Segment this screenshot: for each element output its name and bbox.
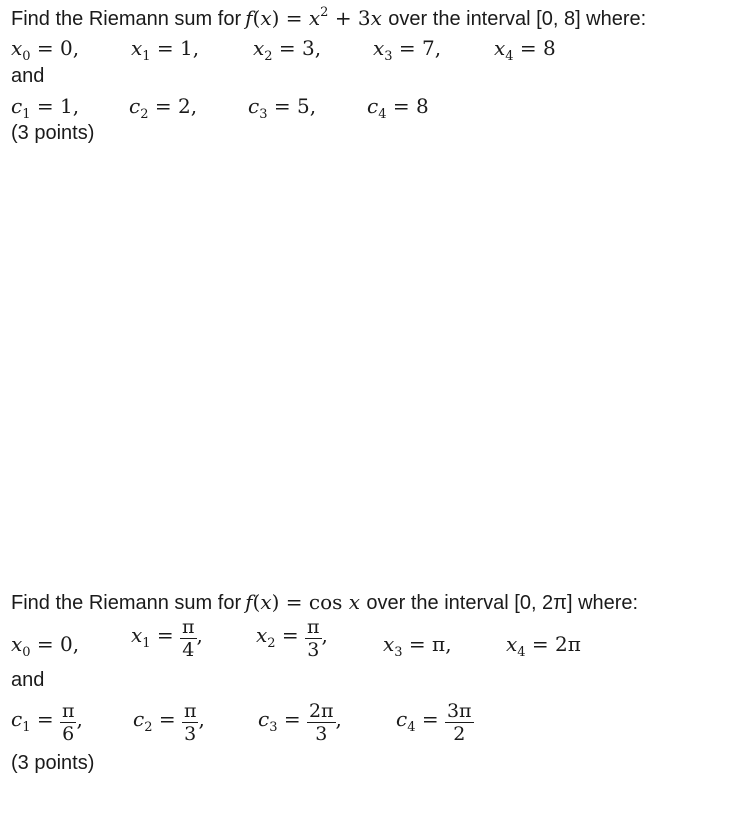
problem-2-c2: $c_2$ = $\frac{\pi}{3}$ , [133, 700, 205, 745]
problem-2-intro: Find the Riemann sum for [11, 592, 242, 614]
problem-1-c3: $c_3 = 5$, [248, 94, 317, 122]
problem-2-x2: $x_2$ = $\frac{\pi}{3}$ , [256, 616, 328, 661]
problem-2-x1: $x_1$ = $\frac{\pi}{4}$ , [131, 616, 203, 661]
problem-1-interval: over the interval [0, 8] where: [388, 8, 647, 30]
fraction: $\frac{\pi}{4}$ [182, 616, 195, 661]
problem-2-c3: $c_3$ = $\frac{2\pi}{3}$ , [258, 700, 342, 745]
problem-1-x0: $x_0 = 0$, [11, 36, 80, 64]
problem-2-points: (3 points) [11, 752, 95, 774]
problem-2-x3: $x_3 = \pi$, [383, 632, 452, 660]
problem-2-function: f(x) = cos x [245, 590, 361, 614]
problem-1-points: (3 points) [11, 122, 95, 144]
problem-2-c1: $c_1$ = $\frac{\pi}{6}$ , [11, 700, 83, 745]
problem-2-x0: $x_0 = 0$, [11, 632, 80, 660]
problem-2-c4: $c_4$ = $\frac{3\pi}{2}$ [396, 700, 472, 745]
fraction: $\frac{2\pi}{3}$ [308, 700, 334, 745]
fraction: $\frac{3\pi}{2}$ [446, 700, 472, 745]
problem-2-statement [11, 590, 638, 615]
problem-1-x3: $x_3 = 7$, [373, 36, 442, 64]
problem-2-interval: over the interval [0, 2π] where: [366, 592, 639, 614]
problem-1-x4: $x_4 = 8$ [494, 36, 556, 64]
problem-2-and: and [11, 669, 45, 691]
problem-1-c4: $c_4 = 8$ [367, 94, 429, 122]
problem-1-statement [11, 6, 646, 31]
problem-1-x2: $x_2 = 3$, [253, 36, 322, 64]
problem-1-c2: $c_2 = 2$, [129, 94, 198, 122]
fraction: $\frac{\pi}{3}$ [307, 616, 320, 661]
fraction: $\frac{\pi}{3}$ [183, 700, 197, 745]
problem-1-and: and [11, 65, 45, 87]
problem-2-x4: $x_4 = 2\pi$ [506, 632, 581, 660]
problem-1-function: $f(x) = x^2 + 3x$ [245, 5, 382, 30]
problem-1-c1: $c_1 = 1$, [11, 94, 80, 122]
fraction: $\frac{\pi}{6}$ [61, 700, 75, 745]
problem-1-x1: $x_1 = 1$, [131, 36, 200, 64]
problem-1-intro: Find the Riemann sum for [11, 8, 242, 30]
